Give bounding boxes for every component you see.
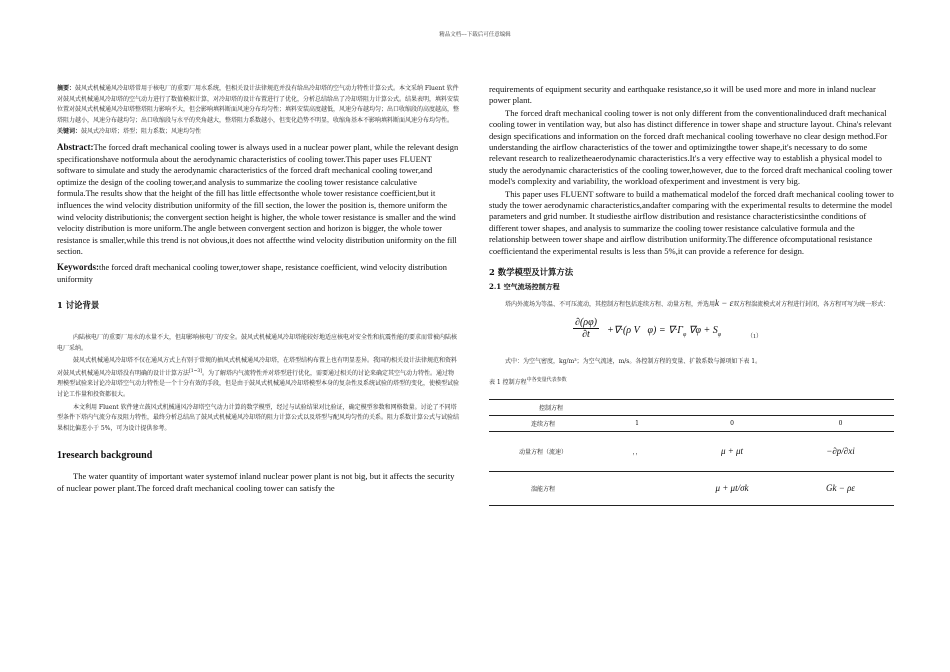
section1-en-title: 1research background [57,450,153,462]
section2-p1 [489,298,894,311]
section1-zh-title: 1 讨论背景 [57,300,100,311]
table-header-row [489,399,894,415]
equation-time-term: $\frac{\partial(\rho\varphi)}{\partial t}$ [575,316,597,340]
table-cell: −∂p/∂xi [787,431,894,471]
abstract-en [57,142,460,258]
section2-subtitle: 2.1 空气流场控制方程 [489,282,560,292]
table-cell: 1 [597,415,677,431]
table-title-sup: 中各变量代表参数 [526,377,567,384]
left-column [57,84,460,494]
right-en-p0: requirements of equipment security and earthquake resistance,so it will be used more and more in inland nuclear power plant. [489,84,876,106]
keywords-zh [57,127,460,138]
section1-en-p1: The water quantity of important water systemof inland nuclear power plant is not big, but it affects the security of nuclear power plant.The forced draft mechanical cooling tower can satisfy the [57,471,455,493]
table-cell: Gk − ρε [787,471,894,505]
table-row [489,431,894,471]
section2-p2: 式中：为空气密度，kg/m³；为空气流速，m/s。各控制方程的变量、扩散系数与源项如下表 1。 [505,357,762,365]
keywords-en [57,262,460,285]
section2-title: 2 数学模型及计算方法 [489,267,574,278]
citation-ref: [1~3] [189,368,203,374]
keywords-zh-label: 关键词： [57,128,82,136]
control-equation-table [489,399,894,506]
section1-zh-p2-tail: 。为了解塔内气流特性并对塔型进行优化，需要通过相关的讨论来确定其空气动力特性。通过物理模型试验来讨论冷却塔空气动力特性是一个十分有效的手段，但是由于鼓风式机械通风冷却塔模型本身的复杂性及系统试验的塔型的变化，使模型试验讨论工作量和投资都很大。 [57,369,460,399]
table-cell: 0 [677,415,787,431]
table-cell: 湍能方程 [489,471,597,505]
table-cell: ，， [597,431,677,471]
abstract-en-text: The forced draft mechanical cooling tower is always used in a nuclear power plant, while the relevant design specificationshave notformula about the aerodynamic characteristics of cooling tower.This paper uses FLUENT software to simulate and study the aerodynamic characteristics of the forced draft mechanical cooling tower,and optimize the design of the cooling tower,and analysis to summarize the cooling tower resistance calculative formula.The results show that the height of the fill has little effectsonthe whole tower resistance coefficient,but it influences the wind velocity distribution uniformity of the fill section, the lower the position is, themore uniform the wind velocity distributionis; the convergent section height is higher, the whole tower resistance is smaller and the wind velocity distribution is more uniform.The angle between convergent section and horizon is bigger, the whole tower resistance is smaller,while this trend is not obvious,it does not affectthe wind velocity distribution uniformity on the fill section. [57,142,459,257]
section1-zh-p2-text: 鼓风式机械通风冷却塔不仅在通风方式上有别于常规的抽风式机械通风冷却塔，在塔型结构布置上也有明显差异。我国的相关设计法律规范和资料对鼓风式机械通风冷却塔没有明确的设计计算方法 [57,357,458,377]
section1-zh-p1: 内陆核电厂的重要厂用水的水量不大，但却影响核电厂的安全。鼓风式机械通风冷却塔能较好地适应核电对安全性和抗震性能的要求而常被内陆核电厂采纳。 [57,334,458,352]
table-cell: 0 [787,415,894,431]
table-title-text: 表 1 控制方程 [489,379,527,387]
right-column [489,84,894,506]
equation-body: +∇·(ρ V⃗φ) = $\nabla\cdot\Gamma_\varphi$ $\nabla\varphi + S_\varphi$ [607,324,722,338]
table-row [489,471,894,505]
section2-p1-a: 塔内外流场为等温、不可压流动，其控制方程包括连续方程、动量方程，并选用 [505,301,716,309]
right-en-p2: This paper uses FLUENT software to build a mathematical modelof the forced draft mechanical cooling tower to study the tower aerodynamic characteristics,andafter comparing with the experimental results to determine the model parameters and grid number. It studiesthe airflow distribution and resistance characteristicsinthe conditions of different tower shapes, and analysis to summarize the cooling tower resistance calculative formula and the relationship between tower shape and airflow distribution uniformity.The difference ofcomputational resistance coefficientand the experimental results is less than 5%,it can provide a reference for design. [489,188,894,256]
table-header: 控制方程 [489,399,894,415]
abstract-zh-text: 鼓风式机械通风冷却塔常用于核电厂的重要厂用水系统，但相关设计法律规范并没有给出冷却塔的空气动力特性计算公式。本文采纳 Fluent 软件对鼓风式机械通风冷却塔的空气动力进行了数值模拟计算，对冷却塔的设计布置进行了优化，分析总结给出了冷却塔阻力计算公式。结果表明，填料安装位置对鼓风式机械通风冷却塔整塔阻力影响不大，但会影响填料断面风速分布均匀性；填料安装高度越低，风速分布越均匀；出口收缩段的高度越高，整塔阻力越小，风速分布越均匀；出口收缩段与水平的夹角越大，整塔阻力系数越小，但变化趋势不明显，收缩角基本不影响填料断面风速分布均匀性。 [57,85,460,124]
equation-number: （1） [747,333,763,340]
table-cell: 连续方程 [489,415,597,431]
right-en-p1: The forced draft mechanical cooling tower is not only different from the conventionalinduced draft mechanical cooling tower in ventilation way, but also has distinct difference in tower shape and structure layout. China's relevant design specifications and information on the forced draft mechanical cooling towerhave no clear design method.For understanding the airflow characteristics of the tower and optimizingthe tower shape,it's necessary to do some relevant research to realizetheaerodynamic characteristics.It's a very effective way to establish a physical model to study the aerodynamic characteristics of the cooling tower,however, due to the forced draft mechanical cooling tower model's complexity and variability, the workload ofexperiment and investment is very big. [489,107,893,187]
page-header: 精品文档---下载后可任意编辑 [439,32,511,38]
section1-zh-p3: 本文利用 Fluent 软件建立鼓风式机械通风冷却塔空气动力计算的数学模型，经过与试验结果对比验证，确定模型参数和网格数量。讨论了不同塔型条件下塔内气流分布及阻力特性，最终分析总结出了鼓风式机械通风冷却塔的阻力计算公式以及塔型与配风均匀性的关系。阻力系数计算公式与试验结果相比偏差小于 5%，可为设计提供参考。 [57,403,460,432]
table-cell: μ + μt/σk [677,471,787,505]
section2-p1-c: 双方程湍流模式对方程进行封闭，各方程可写为统一形式： [733,301,890,309]
abstract-zh [57,84,460,126]
governing-equation [489,317,894,353]
table-cell: μ + μt [677,431,787,471]
keywords-zh-text: 鼓风式冷却塔；塔型；阻力系数；风速均匀性 [81,128,202,136]
keywords-en-label: Keywords: [57,261,99,272]
section1-zh-p2 [57,356,460,400]
abstract-zh-label: 摘要： [57,85,76,92]
table-title [489,375,894,389]
abstract-en-label: Abstract: [57,141,94,152]
table-row [489,415,894,431]
keywords-en-text: the forced draft mechanical cooling tower,tower shape, resistance coefficient, wind velocity distribution uniformity [57,262,447,284]
table-cell [597,471,677,505]
k-epsilon-symbol: k − ε [715,298,734,309]
table-cell: 动量方程（流速） [489,431,597,471]
